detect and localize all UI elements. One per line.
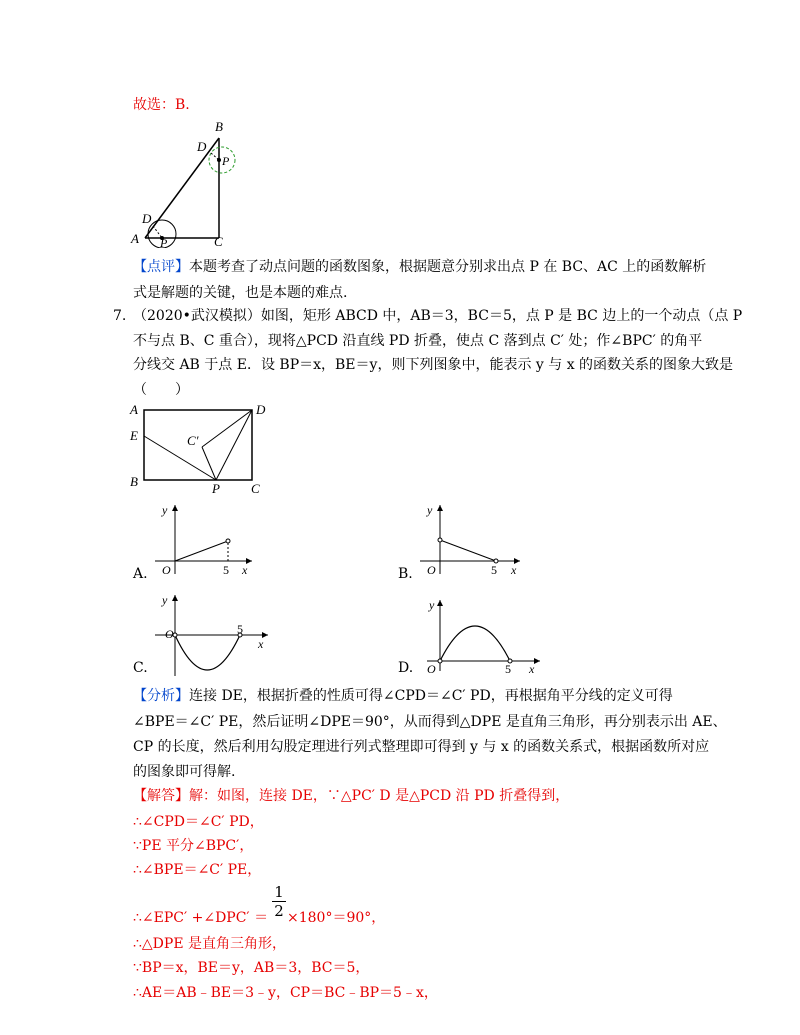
comment-tag: 【点评】 bbox=[133, 259, 189, 275]
fraction-denominator: 2 bbox=[274, 902, 284, 920]
label-p-bottom: P bbox=[160, 236, 168, 248]
function-line bbox=[175, 541, 228, 561]
prev-triangle-figure bbox=[125, 118, 245, 248]
prev-answer: 故选：B. bbox=[133, 97, 190, 113]
rectangle-figure bbox=[125, 400, 275, 500]
segment-ep bbox=[144, 436, 216, 480]
open-point-start bbox=[438, 538, 442, 542]
analysis-text-1: 连接 DE，根据折叠的性质可得∠CPD＝∠C′ PD，再根据角平分线的定义可得 bbox=[189, 688, 673, 704]
option-d-letter: D. bbox=[398, 660, 414, 676]
label-b: B bbox=[215, 119, 223, 134]
analysis-line-2: ∠BPE＝∠C′ PE，然后证明∠DPE＝90°，从而得到△DPE 是直角三角形，再分别表示出 AE、 bbox=[133, 714, 727, 730]
question-line-2: 不与点 B、C 重合），现将△PCD 沿直线 PD 折叠，使点 C 落到点 C′ 处；作∠BPC′ 的角平 bbox=[133, 333, 703, 349]
origin-label: O bbox=[165, 627, 174, 641]
analysis-line-1 bbox=[133, 686, 673, 706]
option-a-letter: A. bbox=[133, 566, 148, 582]
comment-text-1: 本题考查了动点问题的函数图象，根据题意分别求出点 P 在 BC、AC 上的函数解析 bbox=[189, 259, 707, 275]
label-c: C bbox=[251, 481, 260, 496]
function-curve bbox=[175, 635, 240, 670]
solution-tag: 【解答】 bbox=[133, 788, 189, 804]
five-label: 5 bbox=[223, 563, 229, 577]
y-arrow bbox=[172, 505, 178, 511]
label-e: E bbox=[130, 428, 138, 443]
solution-line-2: ∴∠CPD＝∠C′ PD， bbox=[133, 814, 264, 830]
analysis-line-3: CP 的长度，然后利用勾股定理进行列式整理即可得到 y 与 x 的函数关系式，根据函数所对应 bbox=[133, 739, 710, 755]
fraction-one-half bbox=[272, 884, 286, 919]
solution-line-7: ∵BP＝x，BE＝y，AB＝3，BC＝5， bbox=[133, 960, 370, 976]
solution-line-1 bbox=[133, 786, 569, 806]
point-p-top bbox=[217, 158, 221, 162]
solution-line-4: ∴∠BPE＝∠C′ PE， bbox=[133, 862, 262, 878]
question-line-3: 分线交 AB 于点 E．设 BP＝x，BE＝y，则下列图象中，能表示 y 与 x 的函数关系的图象大致是 bbox=[133, 357, 734, 373]
comment-line-2: 式是解题的关键，也是本题的难点. bbox=[133, 285, 348, 301]
option-a-graph bbox=[150, 500, 260, 580]
function-curve bbox=[440, 626, 510, 661]
option-c-letter: C. bbox=[133, 660, 148, 676]
label-c-prime: C′ bbox=[187, 433, 199, 448]
solution-line-3: ∵PE 平分∠BPC′， bbox=[133, 838, 254, 854]
option-b-graph bbox=[415, 500, 525, 580]
segment-ab bbox=[145, 138, 219, 238]
segment-dc-prime bbox=[202, 410, 252, 447]
y-arrow bbox=[437, 600, 443, 606]
label-d: D bbox=[256, 402, 266, 417]
analysis-tag: 【分析】 bbox=[133, 688, 189, 704]
y-arrow bbox=[437, 505, 443, 511]
y-label: y bbox=[162, 593, 168, 607]
solution-line-5-pre: ∴∠EPC′ +∠DPC′ ＝ bbox=[133, 910, 269, 926]
open-point-start bbox=[438, 659, 442, 663]
question-line-1: （2020•武汉模拟）如图，矩形 ABCD 中，AB＝3，BC＝5，点 P 是 BC 边上的一个动点（点 P bbox=[133, 308, 743, 324]
option-b-letter: B. bbox=[398, 566, 413, 582]
label-b: B bbox=[130, 474, 138, 489]
function-line bbox=[440, 540, 496, 561]
five-label: 5 bbox=[505, 662, 511, 675]
x-label: x bbox=[242, 563, 248, 577]
y-arrow bbox=[172, 595, 178, 601]
open-endpoint bbox=[226, 539, 230, 543]
option-c-graph bbox=[150, 590, 275, 680]
option-d-graph bbox=[415, 595, 545, 675]
solution-text-1: 解：如图，连接 DE，∵△PC′ D 是△PCD 沿 PD 折叠得到， bbox=[189, 788, 570, 804]
question-line-4: （ ） bbox=[133, 382, 189, 398]
x-label: x bbox=[258, 637, 264, 651]
question-number: 7. bbox=[113, 308, 127, 324]
segment-c-prime-p bbox=[202, 447, 216, 480]
five-label: 5 bbox=[491, 563, 497, 577]
y-label: y bbox=[427, 503, 433, 517]
x-label: x bbox=[529, 662, 535, 675]
y-label: y bbox=[162, 503, 168, 517]
label-a: A bbox=[130, 402, 138, 417]
solution-line-8: ∴AE＝AB﹣BE＝3﹣y，CP＝BC﹣BP＝5﹣x， bbox=[133, 985, 438, 1001]
analysis-line-4: 的图象即可得解. bbox=[133, 764, 236, 780]
label-a: A bbox=[131, 231, 139, 246]
x-arrow bbox=[534, 658, 540, 664]
origin-label: O bbox=[427, 662, 436, 675]
solution-line-5-post: ×180°＝90°， bbox=[287, 910, 386, 926]
x-label: x bbox=[511, 563, 517, 577]
label-p: P bbox=[212, 481, 220, 496]
origin-label: O bbox=[162, 563, 171, 577]
y-label: y bbox=[429, 598, 435, 612]
label-c: C bbox=[214, 234, 223, 248]
five-label: 5 bbox=[237, 622, 243, 636]
solution-line-6: ∴△DPE 是直角三角形， bbox=[133, 936, 286, 952]
comment-line-1 bbox=[133, 257, 706, 277]
segment-dp bbox=[216, 410, 252, 480]
label-d-top: D bbox=[197, 139, 207, 154]
label-d-bottom: D bbox=[142, 211, 152, 226]
origin-label: O bbox=[427, 563, 436, 577]
label-p-top: P bbox=[222, 154, 230, 168]
fraction-numerator: 1 bbox=[274, 883, 284, 901]
